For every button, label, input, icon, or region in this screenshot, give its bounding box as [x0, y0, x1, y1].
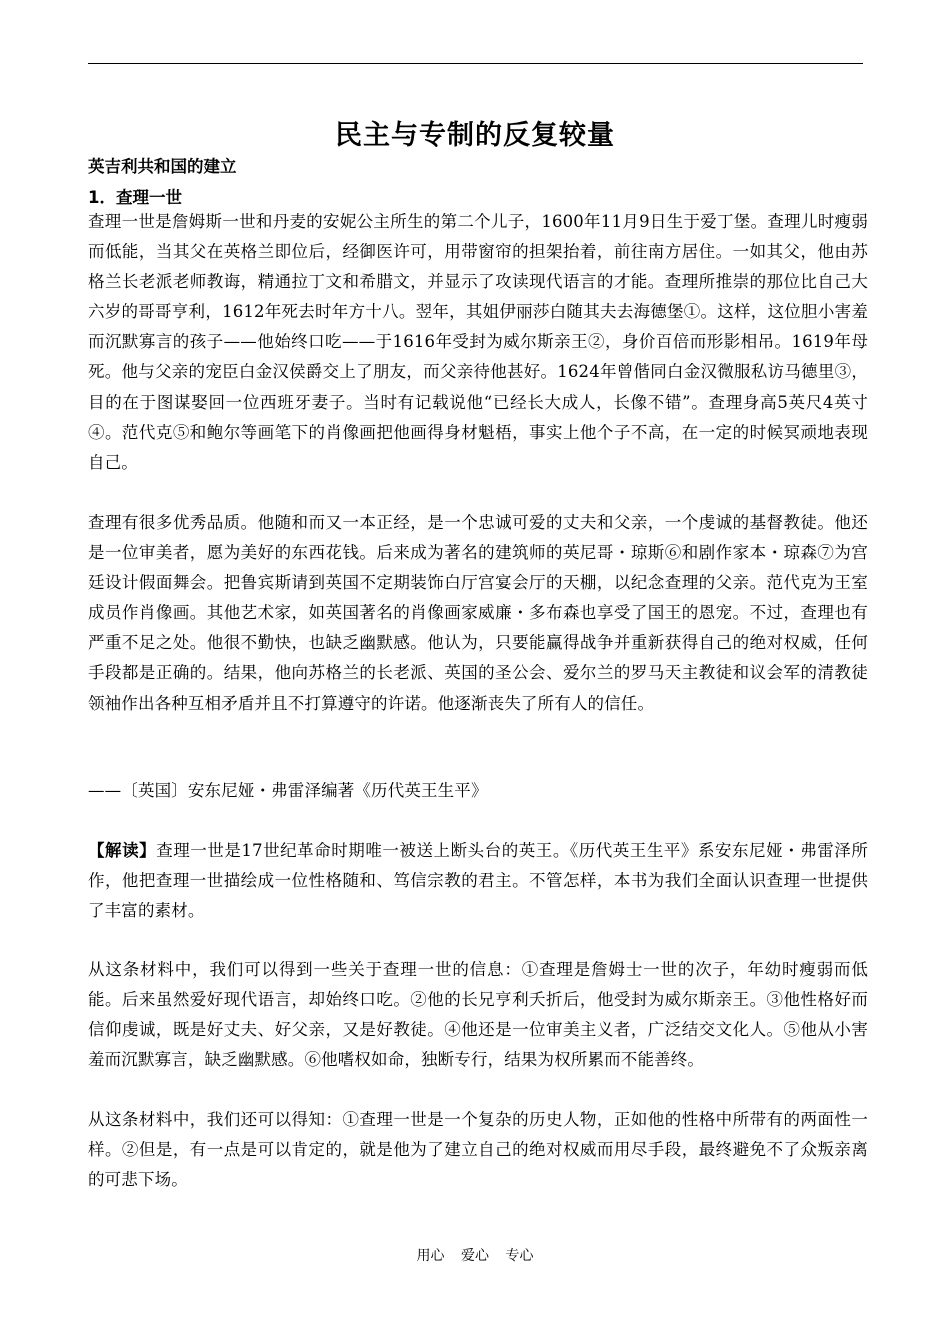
paragraph-charles-biography: 查理一世是詹姆斯一世和丹麦的安妮公主所生的第二个儿子，1600年11月9日生于爱丁堡。查理儿时瘦弱而低能，当其父在英格兰即位后，经御医许可，用带窗帘的担架抬着，前往南方居住。一如其父，他由苏格兰长老派老师教诲，精通拉丁文和希腊文，并显示了攻读现代语言的才能。查理所推崇的那位比自己大六岁的哥哥亨利，1612年死去时年方十八。翌年，其姐伊丽莎白随其夫去海德堡①。这样，这位胆小害羞而沉默寡言的孩子——他始终口吃——于1616年受封为威尔斯亲王②，身价百倍而形影相吊。1619年母死。他与父亲的宠臣白金汉侯爵交上了朋友，而父亲待他甚好。1624年曾偕同白金汉微服私访马德里③，目的在于图谋娶回一位西班牙妻子。当时有记载说他“已经长大成人，长像不错”。查理身高5英尺4英寸④。范代克⑤和鲍尔等画笔下的肖像画把他画得身材魁梧，事实上他个子不高，在一定的时候冥顽地表现自己。	[88, 212, 868, 472]
interpretation-text: 查理一世是17世纪革命时期唯一被送上断头台的英王。《历代英王生平》系安东尼娅・弗雷泽所作，他把查理一世描绘成一位性格随和、笃信宗教的君主。不管怎样，本书为我们全面认识查理一世提供了丰富的素材。	[88, 841, 868, 921]
page-title: 民主与专制的反复较量	[335, 120, 615, 151]
section-heading: 英吉利共和国的建立	[88, 157, 237, 176]
interpretation-paragraph	[88, 836, 868, 926]
page-footer: 用心 爱心 专心	[416, 1248, 534, 1264]
paragraph-information-points: 从这条材料中，我们可以得到一些关于查理一世的信息：①查理是詹姆士一世的次子，年幼时瘦弱而低能。后来虽然爱好现代语言，却始终口吃。②他的长兄亨利夭折后，他受封为威尔斯亲王。③他性格好而信仰虔诚，既是好丈夫、好父亲，又是好教徒。④他还是一位审美主义者，广泛结交文化人。⑤他从小害羞而沉默寡言，缺乏幽默感。⑥他嗜权如命，独断专行，结果为权所累而不能善终。	[88, 960, 868, 1070]
paragraph-charles-qualities: 查理有很多优秀品质。他随和而又一本正经，是一个忠诚可爱的丈夫和父亲，一个虔诚的基督教徒。他还是一位审美者，愿为美好的东西花钱。后来成为著名的建筑师的英尼哥・琼斯⑥和剧作家本・琼森⑦为宫廷设计假面舞会。把鲁宾斯请到英国不定期装饰白厅宫宴会厅的天棚，以纪念查理的父亲。范代克为王室成员作肖像画。其他艺术家，如英国著名的肖像画家威廉・多布森也享受了国王的恩宠。不过，查理也有严重不足之处。他很不勤快，也缺乏幽默感。他认为，只要能赢得战争并重新获得自己的绝对权威，任何手段都是正确的。结果，他向苏格兰的长老派、英国的圣公会、爱尔兰的罗马天主教徒和议会军的清教徒领袖作出各种互相矛盾并且不打算遵守的许诺。他逐渐丧失了所有人的信任。	[88, 513, 868, 713]
header-rule	[88, 63, 863, 64]
sub-heading: 1．查理一世	[88, 188, 182, 207]
paragraph-conclusion: 从这条材料中，我们还可以得知：①查理一世是一个复杂的历史人物，正如他的性格中所带有的两面性一样。②但是，有一点是可以肯定的，就是他为了建立自己的绝对权威而用尽手段，最终避免不了众叛亲离的可悲下场。	[88, 1110, 868, 1190]
source-citation: ——〔英国〕安东尼娅・弗雷泽编著《历代英王生平》	[88, 781, 488, 800]
interpretation-label: 【解读】	[88, 841, 157, 860]
